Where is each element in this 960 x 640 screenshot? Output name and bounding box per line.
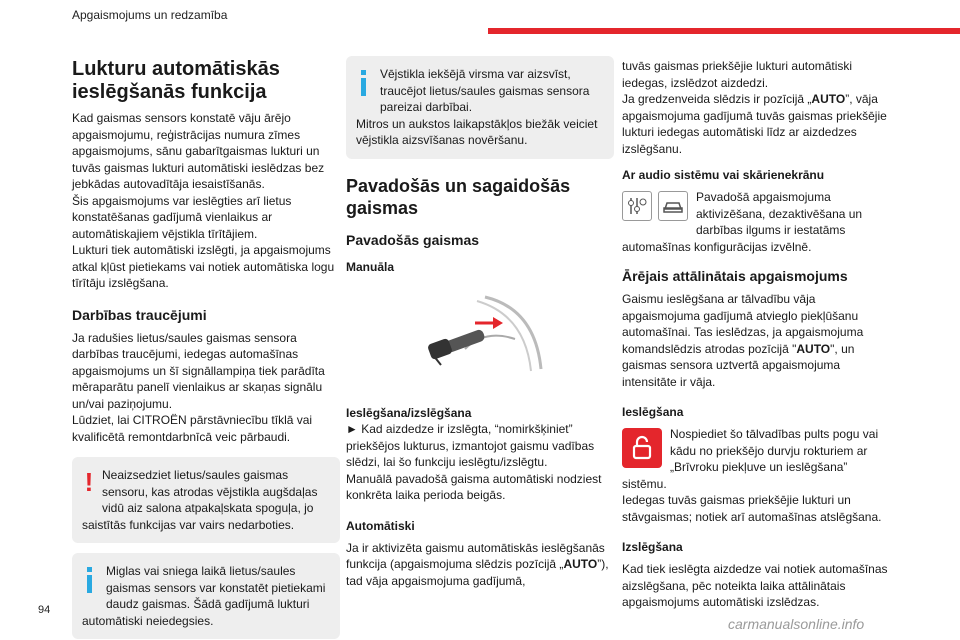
fault-text-2: Lūdziet, lai CITROËN pārstāvniecību tīklā vai kvalificētā remontdarbnīcā veic pārbaudi.: [72, 413, 313, 444]
info-icon: [82, 563, 100, 597]
onoff-text-2: Manuālā pavadošā gaisma automātiski nodziest konkrēta laika perioda beigās.: [346, 471, 602, 502]
ring-text: Ja gredzenveida slēdzis ir pozīcijā „AUTO”, vāja apgaismojuma gadījumā tuvās gaismas priekšējie lukturi iedegas automātiski līdz ar aizdedzes izslēgšanu.: [622, 92, 887, 156]
audio-block: [622, 189, 890, 255]
audio-label: Ar audio sistēmu vai skārienekrānu: [622, 168, 825, 182]
off-text: Kad tiek ieslēgta aizdedze vai notiek automašīnas aizslēgšana, pēc noteikta laika attālinātais apgaismojums automātiski izslēdzas.: [622, 562, 888, 609]
fault-text: Ja radušies lietus/saules gaismas sensora darbības traucējumi, iedegas automašīnas apgaismojums un šī signāllampiņa tiek parādīta mēraparātu panelī vienlaikus ar skaņas signālu un/vai paziņojumu.: [72, 330, 325, 411]
onoff-text: ► Kad aizdedze ir izslēgta, “nomirkšķiniet” priekšējos lukturus, izmantojot gaismu vadības slēdzi, lai šo funkciju ieslēgtu/izslēgtu.: [346, 422, 595, 469]
settings-sliders-icon: [622, 191, 652, 221]
warning-note-text: Neaizsedziet lietus/saules gaismas sensoru, kas atrodas vējstikla augšdaļas vidū aiz salona atpakaļskata spoguļa, jo saistītās funkcijas var vairs nedarboties.: [82, 468, 318, 532]
subtitle-guide-lights: Pavadošās gaismas: [346, 231, 480, 248]
column-2: [346, 56, 614, 589]
steering-stalk-icon: [415, 289, 545, 399]
info-icon: [356, 66, 374, 100]
section-title-guide-lights: Pavadošās un sagaidošās gaismas: [346, 175, 571, 218]
on-label: Ieslēgšana: [622, 405, 684, 419]
car-icon: [658, 191, 688, 221]
info-note-windscreen: [346, 56, 614, 159]
running-header: Apgaismojums un redzamība: [72, 8, 228, 22]
warning-note: [72, 457, 340, 543]
column-3: [622, 58, 890, 611]
warning-exclamation-icon: !: [84, 467, 94, 497]
auto-lights-rain: Šis apgaismojums var ieslēgties arī lietus konstatēšanas gadījumā vienlaikus ar automātiskajiem vējstikla tīrītājiem.: [72, 193, 292, 241]
manual-label: Manuāla: [346, 259, 395, 274]
info-note-windscreen-text-1: Vējstikla iekšējā virsma var aizsvīst, traucējot lietus/saules gaismas sensora pareizai darbībai.: [380, 67, 590, 114]
on-text: Nospiediet šo tālvadības pults pogu vai kādu no priekšējo durvju rokturiem ar „Brīvroku piekļuve un ieslēgšana” sistēmu.: [622, 427, 879, 491]
audio-icons: [622, 191, 688, 221]
ext-lights-text: Gaismu ieslēgšana ar tālvadību vāja apgaismojuma gadījumā atvieglo piekļūšanu automašīnai. Tas ieslēdzas, ja apgaismojuma komandslēdzis atrodas pozīcijā "AUTO", un gaismas sensora uztvertā apgaismojuma intensitāte ir vāja.: [622, 292, 864, 389]
info-note-fog-text: Miglas vai sniega laikā lietus/saules gaismas sensors var konstatēt pietiekami daudz gaismas. Šādā gadījumā lukturi automātiski neiedegsies.: [82, 564, 326, 628]
ext-lights-title: Ārējais attālinātais apgaismojums: [622, 268, 848, 284]
auto-lights-off: Lukturi tiek automātiski izslēgti, ja apgaismojums atkal kļūst pietiekams vai notiek automātiska logu tīrītāju izslēgšana.: [72, 243, 335, 290]
onoff-label: Ieslēgšana/izslēgšana: [346, 405, 472, 420]
page-number: 94: [38, 604, 51, 616]
auto-text: Ja ir aktivizēta gaismu automātiskās ieslēgšanās funkcija (apgaismojuma slēdzis pozīcijā „AUTO”), tad vāja apgaismojuma gadījumā,: [346, 540, 609, 588]
on-block: [622, 426, 890, 492]
light-stalk-illustration: [415, 289, 545, 399]
header-accent-bar: [488, 28, 960, 34]
fault-title: Darbības traucējumi: [72, 306, 207, 323]
audio-text: Pavadošā apgaismojuma aktivizēšana, dezaktivēšana un darbības ilgums ir iestatāms automašīnas konfigurācijas izvēlnē.: [622, 190, 863, 254]
on-text-2: Iedegas tuvās gaismas priekšējie lukturi un stāvgaismas; notiek arī automašīnas atslēgšana.: [622, 493, 882, 524]
info-note-windscreen-text-2: Mitros un aukstos laikapstākļos biežāk veiciet vējstikla aizsvīšanas novēršanu.: [356, 116, 598, 147]
column-1: [72, 50, 340, 640]
off-label: Izslēgšana: [622, 540, 683, 554]
unlock-button-icon: [622, 428, 662, 468]
section-title-auto-lights: Lukturu automātiskās ieslēgšanās funkcija: [72, 58, 280, 103]
info-note-fog: [72, 553, 340, 639]
auto-label: Automātiski: [346, 518, 415, 533]
cont-text: tuvās gaismas priekšējie lukturi automātiski iedegas, izslēdzot aizdedzi.: [622, 59, 853, 90]
watermark: carmanualsonline.info: [728, 616, 865, 632]
auto-lights-intro: Kad gaismas sensors konstatē vāju ārējo apgaismojumu, reģistrācijas numura zīmes apgaismojums, sānu gabarītgaismas lukturi un tuvās gaismas lukturi automātiski ieslēdzas bez jebkādas autovadītāja iesaistīšanās.: [72, 111, 325, 191]
